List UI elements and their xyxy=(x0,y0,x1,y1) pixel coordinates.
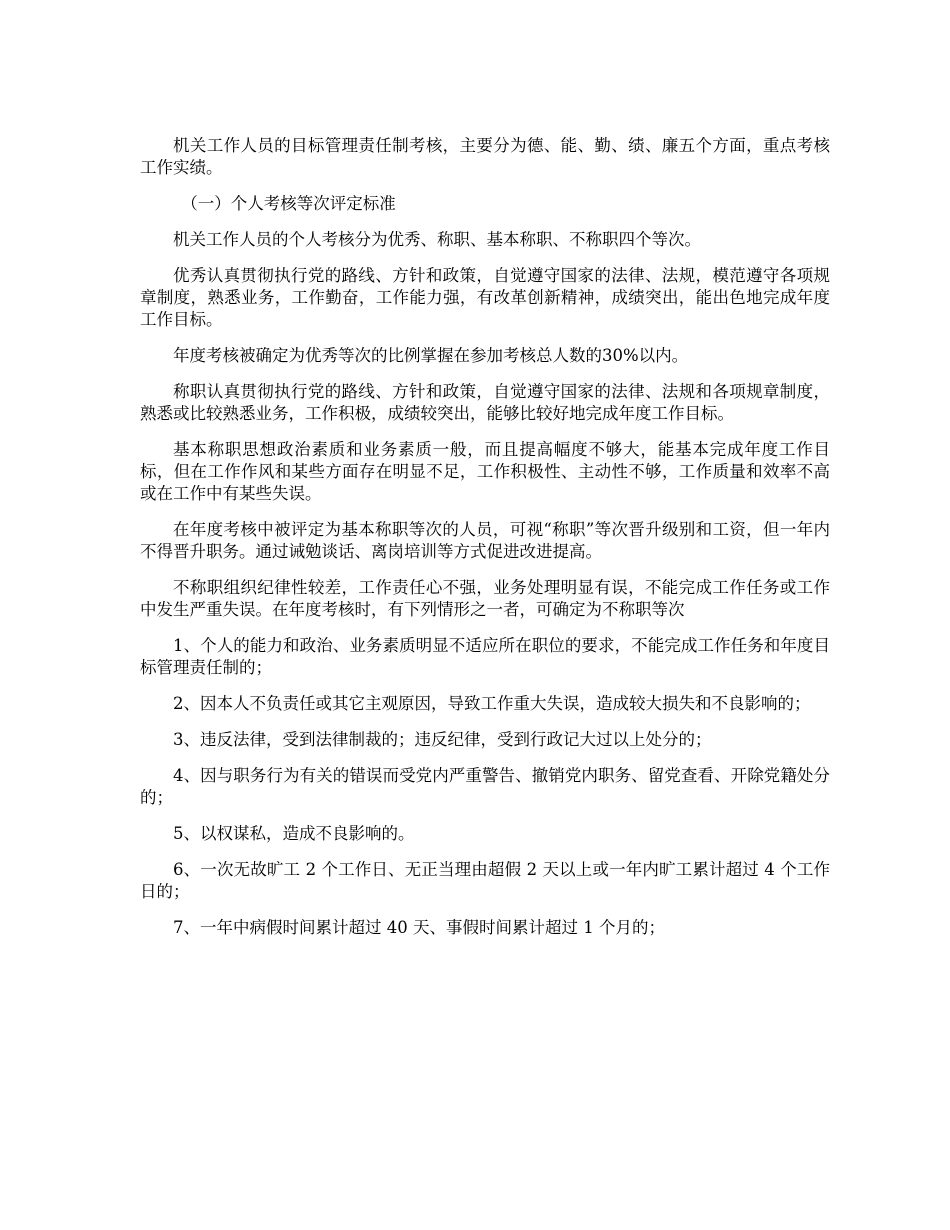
competent-paragraph: 称职认真贯彻执行党的路线、方针和政策，自觉遵守国家的法律、法规和各项规章制度，熟悉或比较熟悉业务，工作积极，成绩较突出，能够比较好地完成年度工作目标。 xyxy=(140,382,830,423)
list-item: 2、因本人不负责任或其它主观原因，导致工作重大失误，造成较大损失和不良影响的； xyxy=(173,694,811,713)
excellent-ratio-paragraph: 年度考核被确定为优秀等次的比例掌握在参加考核总人数的30%以内。 xyxy=(173,346,689,365)
list-item: 6、一次无故旷工 2 个工作日、无正当理由超假 2 天以上或一年内旷工累计超过 4 个工作日的； xyxy=(140,860,830,901)
basic-competent-paragraph: 基本称职思想政治素质和业务素质一般，而且提高幅度不够大，能基本完成年度工作目标，但在工作作风和某些方面存在明显不足，工作积极性、主动性不够，工作质量和效率不高或在工作中有某些失误。 xyxy=(140,440,830,503)
list-item: 5、以权谋私，造成不良影响的。 xyxy=(173,824,415,843)
basic-competent-treatment-paragraph: 在年度考核中被评定为基本称职等次的人员，可视“称职”等次晋升级别和工资，但一年内不得晋升职务。通过诫勉谈话、离岗培训等方式促进改进提高。 xyxy=(140,520,830,561)
excellent-paragraph: 优秀认真贯彻执行党的路线、方针和政策，自觉遵守国家的法律、法规，模范遵守各项规章制度，熟悉业务，工作勤奋，工作能力强，有改革创新精神，成绩突出，能出色地完成年度工作目标。 xyxy=(140,266,830,329)
list-item: 7、一年中病假时间累计超过 40 天、事假时间累计超过 1 个月的； xyxy=(173,918,665,937)
list-item: 4、因与职务行为有关的错误而受党内严重警告、撤销党内职务、留党查看、开除党籍处分的； xyxy=(140,766,830,807)
list-item: 1、个人的能力和政治、业务素质明显不适应所在职位的要求，不能完成工作任务和年度目标管理责任制的； xyxy=(140,636,830,677)
list-item: 3、违反法律，受到法律制裁的；违反纪律，受到行政记大过以上处分的； xyxy=(173,730,712,749)
incompetent-paragraph: 不称职组织纪律性较差，工作责任心不强，业务处理明显有误，不能完成工作任务或工作中发生严重失误。在年度考核时，有下列情形之一者，可确定为不称职等次 xyxy=(140,578,830,619)
intro-paragraph: 机关工作人员的目标管理责任制考核，主要分为德、能、勤、绩、廉五个方面，重点考核工作实绩。 xyxy=(140,136,830,177)
section-heading: （一）个人考核等次评定标准 xyxy=(181,194,396,213)
document-body xyxy=(140,135,830,953)
grades-paragraph: 机关工作人员的个人考核分为优秀、称职、基本称职、不称职四个等次。 xyxy=(173,230,701,249)
